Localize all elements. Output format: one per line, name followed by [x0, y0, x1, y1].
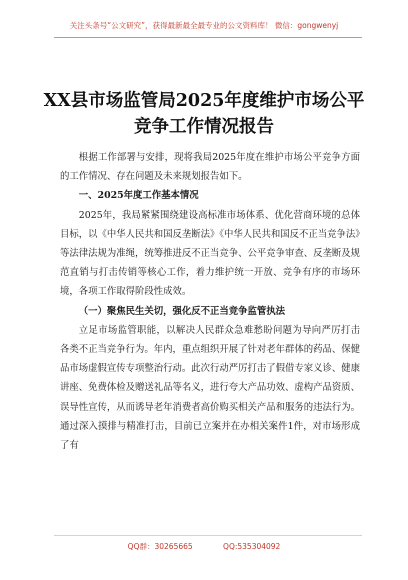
intro-paragraph: 根据工作部署与安排，现将我局2025年度在维护市场公平竞争方面的工作情况、存在问题及未来规划报告如下。	[60, 152, 360, 183]
subsection-heading-1: （一）聚焦民生关切，强化反不正当竞争监管执法	[78, 305, 286, 317]
title-line-2: 竞争工作情况报告	[134, 117, 274, 137]
document-body	[60, 148, 360, 455]
footer-qq: QQ:535304092	[223, 542, 281, 551]
subsection-1-paragraph: 立足市场监管职能，以解决人民群众急难愁盼问题为导向严厉打击各类不正当竞争行为。年内，重点组织开展了针对老年群体的药品、保健品市场虚假宣传专项整治行动。此次行动严厉打击了假借专家义诊、健康讲座、免费体检及赠送礼品等名义，进行夸大产品功效、虚构产品资质、误导性宣传，从而诱导老年消费者高价购买相关产品和服务的违法行为。通过深入摸排与精准打击，目前已立案并在办相关案件1件，对市场形成了有	[60, 324, 361, 452]
footer-divider	[54, 535, 362, 536]
title-line-1: XX县市场监管局2025年度维护市场公平	[43, 91, 365, 111]
footer	[0, 541, 408, 552]
header-divider	[54, 37, 362, 38]
document-title	[40, 88, 368, 140]
footer-qq-group: QQ群：30265665	[127, 542, 193, 551]
section-1-paragraph: 2025年，我局紧紧围绕建设高标准市场体系、优化营商环境的总体目标，以《中华人民共和国反垄断法》《中华人民共和国反不正当竞争法》等法律法规为准绳，统筹推进反不正当竞争、公平竞争审查、反垄断及规范直销与打击传销等核心工作，着力维护统一开放、竞争有序的市场环境，各项工作取得阶段性成效。	[60, 209, 361, 298]
section-heading-1: 一、2025年度工作基本情况	[78, 190, 199, 202]
header-note: 关注头条号“公文研究”，获得最新最全最专业的公文资料库！ 微信：gongwenyj	[69, 21, 339, 30]
